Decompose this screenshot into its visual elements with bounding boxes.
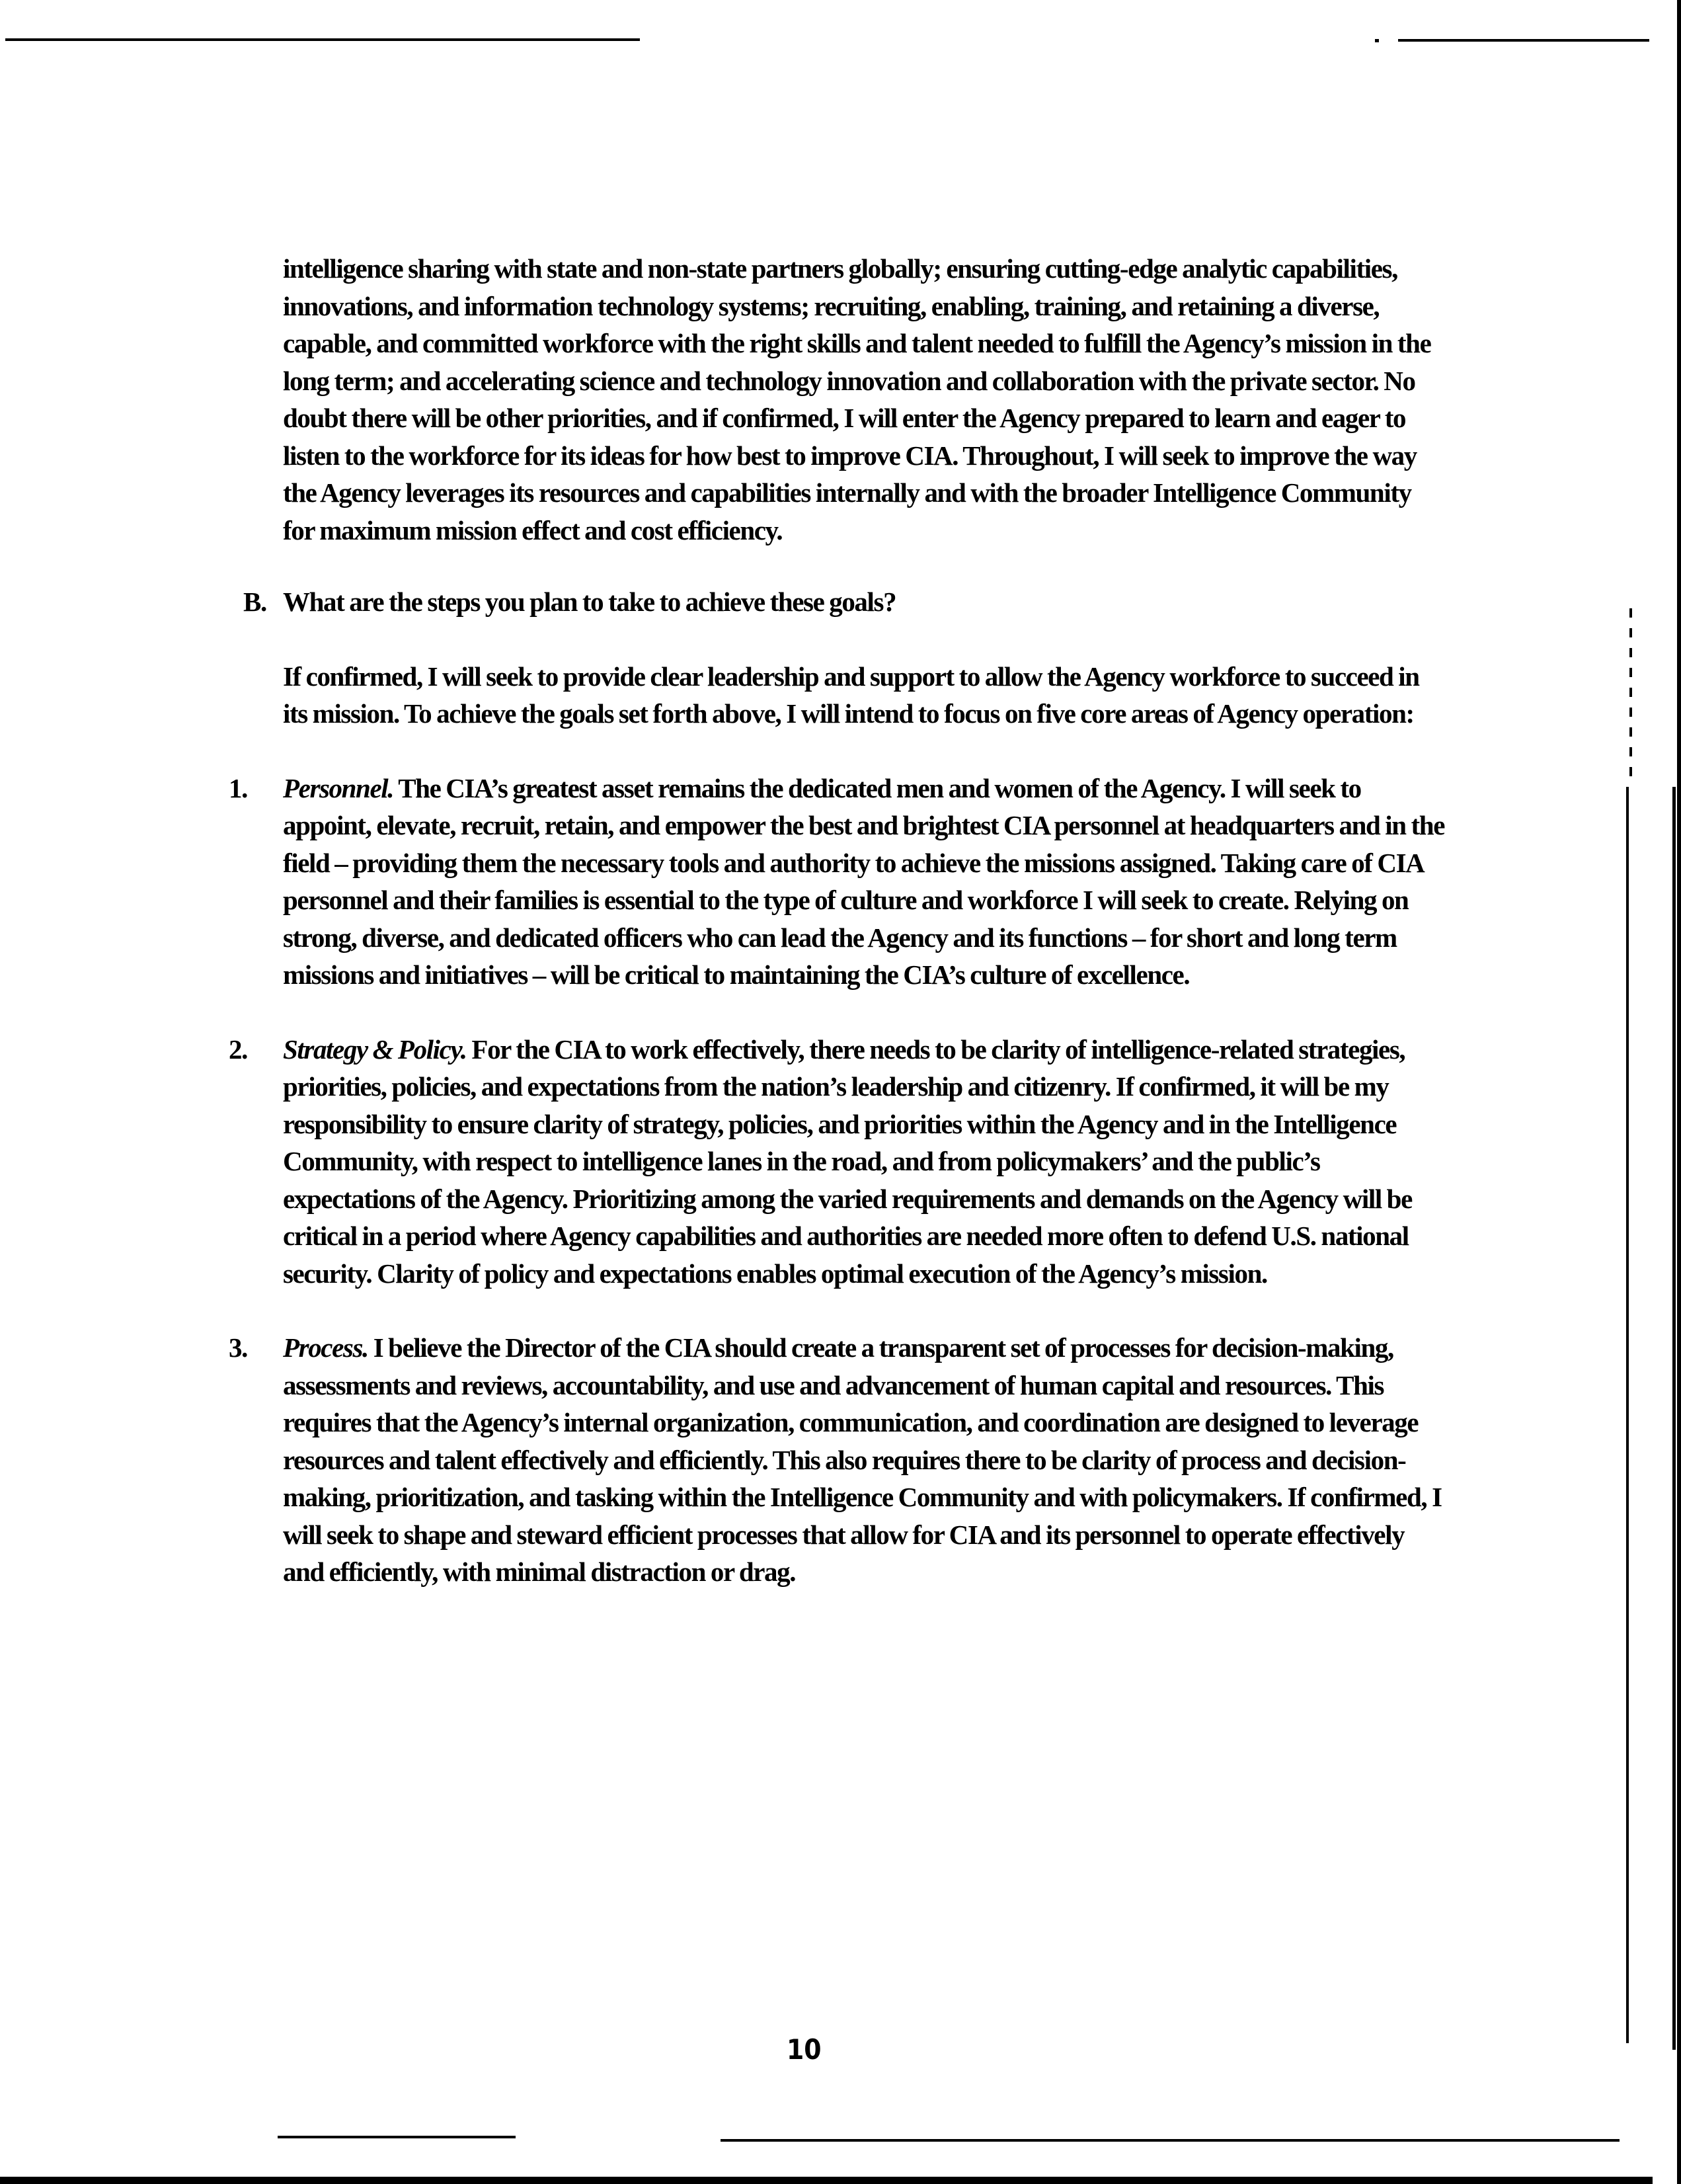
continuation-paragraph: intelligence sharing with state and non-state partners globally; ensuring cutting-edge analytic capabilities, innovations, and information technology systems; recruiting, enabling, training, and retaining a diverse, capable, and committed workforce with the right skills and talent needed to fulfill the Agency’s mission in the long term; and accelerating science and technology innovation and collaboration with the private sector. No doubt there will be other priorities, and if confirmed, I will enter the Agency prepared to learn and eager to listen to the workforce for its ideas for how best to improve CIA. Throughout, I will seek to improve the way the Agency leverages its resources and capabilities internally and with the broader Intelligence Community for maximum mission effect and cost efficiency. <box>283 253 1431 546</box>
question-label: B. <box>243 586 266 617</box>
scan-artifact-right-dashed-line <box>1629 608 1632 787</box>
question-text: What are the steps you plan to take to achieve these goals? <box>283 586 896 617</box>
scan-artifact-top-left-rule <box>5 38 640 41</box>
answer-intro-paragraph: If confirmed, I will seek to provide clear leadership and support to allow the Agency workforce to succeed in its mission. To achieve the goals set forth above, I will intend to focus on five core areas of Agency operation: <box>283 661 1419 729</box>
numbered-item-strategy-policy <box>229 1031 1446 1293</box>
scan-artifact-right-solid-line <box>1626 787 1629 2043</box>
scan-artifact-right-border <box>1677 0 1681 2184</box>
item-number: 2. <box>229 1033 247 1065</box>
page-number: 10 <box>787 2033 822 2066</box>
item-number: 1. <box>229 772 247 803</box>
question-heading <box>243 583 1446 621</box>
item-number: 3. <box>229 1332 247 1363</box>
item-topic: Personnel. <box>283 772 394 803</box>
scan-artifact-top-right-rule <box>1398 39 1649 42</box>
scan-artifact-bottom-left-rule <box>278 2136 516 2138</box>
scan-artifact-right-edge-line <box>1672 787 1676 2050</box>
scan-artifact-bottom-bar <box>0 2177 1653 2184</box>
item-text: I believe the Director of the CIA should create a transparent set of processes for decision-making, assessments and reviews, accountability, and use and advancement of human capital and resources. This requires that the Agency’s internal organization, communication, and coordination are designed to leverage resources and talent effectively and efficiently. This also requires there to be clarity of process and decision-making, prioritization, and tasking within the Intelligence Community and with policymakers. If confirmed, I will seek to shape and steward efficient processes that allow for CIA and its personnel to operate effectively and efficiently, with minimal distraction or drag. <box>283 1332 1442 1587</box>
item-topic: Strategy & Policy. <box>283 1033 467 1065</box>
document-body <box>229 250 1446 1628</box>
scan-artifact-bottom-right-rule <box>721 2139 1620 2142</box>
numbered-item-personnel <box>229 770 1446 994</box>
numbered-item-process <box>229 1329 1446 1591</box>
item-topic: Process. <box>283 1332 368 1363</box>
item-text: For the CIA to work effectively, there needs to be clarity of intelligence-related strategies, priorities, policies, and expectations from the nation’s leadership and citizenry. If confirmed, it will be my responsibility to ensure clarity of strategy, policies, and priorities within the Agency and in the Intelligence Community, with respect to intelligence lanes in the road, and from policymakers’ and the public’s expectations of the Agency. Prioritizing among the varied requirements and demands on the Agency will be critical in a period where Agency capabilities and authorities are needed more often to defend U.S. national security. Clarity of policy and expectations enables optimal execution of the Agency’s mission. <box>283 1033 1412 1289</box>
item-text: The CIA’s greatest asset remains the dedicated men and women of the Agency. I will seek to appoint, elevate, recruit, retain, and empower the best and brightest CIA personnel at headquarters and in the field – providing them the necessary tools and authority to achieve the missions assigned. Taking care of CIA personnel and their families is essential to the type of culture and workforce I will seek to create. Relying on strong, diverse, and dedicated officers who can lead the Agency and its functions – for short and long term missions and initiatives – will be critical to maintaining the CIA’s culture of excellence. <box>283 772 1445 990</box>
scan-artifact-top-right-dot <box>1375 39 1379 42</box>
